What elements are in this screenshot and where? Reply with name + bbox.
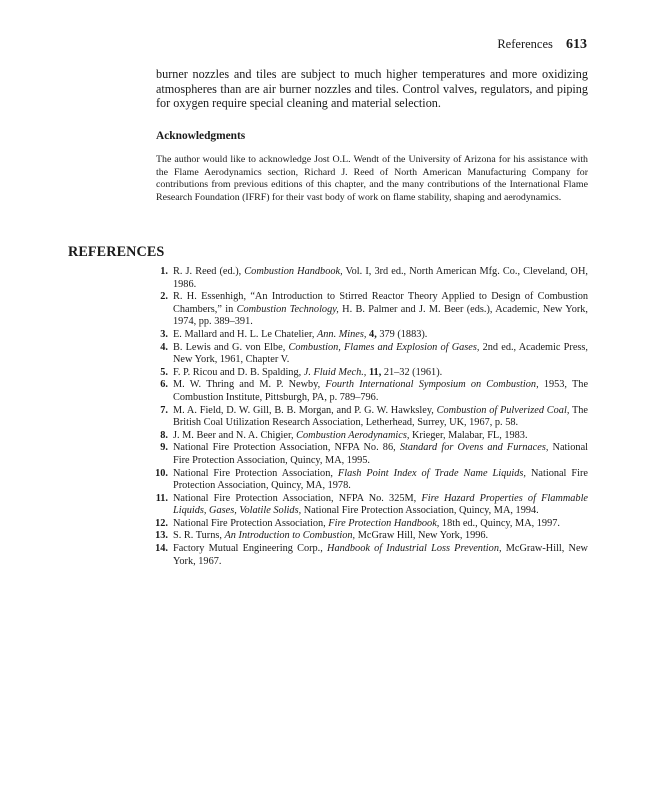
reference-details: McGraw Hill, New York, 1996. <box>355 530 489 542</box>
reference-title: Fire Hazard Properties of Flammable Liquids, Gases, Volatile Solids, <box>173 492 589 517</box>
reference-details: 2nd ed., Academic Press, New York, 1961, Chapter V. <box>173 341 588 366</box>
reference-number: 13. <box>155 530 168 542</box>
reference-title: Fourth International Symposium on Combustion, <box>325 379 539 391</box>
reference-authors: National Fire Protection Association, <box>173 517 329 529</box>
reference-authors: M. W. Thring and M. P. Newby, <box>173 379 326 391</box>
reference-authors: National Fire Protection Association, NFPA No. 86, <box>173 442 400 454</box>
reference-title: Combustion Handbook, <box>244 266 343 277</box>
reference-title: Handbook of Industrial Loss Prevention, <box>327 543 502 555</box>
reference-number: 4. <box>160 341 168 353</box>
reference-authors: E. Mallard and H. L. Le Chatelier, <box>173 328 317 340</box>
reference-title: An Introduction to Combustion, <box>224 530 356 542</box>
reference-item <box>150 543 588 568</box>
reference-authors: B. Lewis and G. von Elbe, <box>173 341 289 353</box>
reference-authors: S. R. Turns, <box>173 530 225 542</box>
reference-authors: R. H. Essenhigh, “An Introduction to Stirred Reactor Theory Applied to Design of Combustion Chambers,” in <box>173 291 588 315</box>
reference-item <box>150 266 588 291</box>
reference-authors: M. A. Field, D. W. Gill, B. B. Morgan, and P. G. W. Hawksley, <box>173 404 437 416</box>
page-number: 613 <box>566 37 587 52</box>
reference-item <box>150 442 588 467</box>
reference-details: H. B. Palmer and J. M. Beer (eds.), Academic, New York, 1974, pp. 389–391. <box>173 303 588 328</box>
reference-item <box>150 530 588 543</box>
reference-details: Krieger, Malabar, FL, 1983. <box>409 429 528 441</box>
reference-details: Vol. I, 3rd ed., North American Mfg. Co., Cleveland, OH, 1986. <box>173 266 588 290</box>
reference-volume: 11, <box>366 366 382 378</box>
reference-title: J. Fluid Mech., <box>303 366 367 378</box>
reference-number: 11. <box>155 492 168 504</box>
reference-authors: J. M. Beer and N. A. Chigier, <box>173 429 297 441</box>
reference-number: 3. <box>160 328 168 340</box>
reference-title: Fire Protection Handbook, <box>328 517 440 529</box>
reference-authors: National Fire Protection Association, NFPA No. 325M, <box>173 492 422 504</box>
running-header <box>497 37 587 53</box>
reference-number: 10. <box>155 467 168 479</box>
reference-details: McGraw-Hill, New York, 1967. <box>173 543 588 567</box>
reference-number: 9. <box>160 442 168 454</box>
reference-number: 7. <box>160 404 168 416</box>
reference-details: The British Coal Utilization Research Association, Letherhead, Surrey, UK, 1967, p. 58. <box>173 404 589 429</box>
reference-number: 8. <box>160 429 168 441</box>
reference-number: 6. <box>160 379 168 391</box>
reference-authors: National Fire Protection Association, <box>173 467 338 479</box>
reference-item <box>150 518 588 531</box>
body-paragraph: burner nozzles and tiles are subject to much higher temperatures and more oxidizing atmospheres than are air burner nozzles and tiles. Control valves, regulators, and piping for oxygen require special cleaning and material selection. <box>156 67 588 110</box>
reference-item <box>150 291 588 329</box>
reference-title: Ann. Mines, <box>316 328 367 340</box>
acknowledgments-heading: Acknowledgments <box>156 130 246 142</box>
reference-item <box>150 405 588 430</box>
reference-list <box>150 266 588 568</box>
reference-details: National Fire Protection Association, Quincy, MA, 1995. <box>173 442 589 466</box>
reference-title: Standard for Ovens and Furnaces, <box>399 442 549 454</box>
reference-details: 18th ed., Quincy, MA, 1997. <box>439 517 560 529</box>
reference-item <box>150 379 588 404</box>
reference-details: 1953, The Combustion Institute, Pittsburgh, PA, p. 789–796. <box>173 379 589 403</box>
reference-number: 12. <box>155 517 168 529</box>
reference-details: National Fire Protection Association, Quincy, MA, 1994. <box>301 505 539 517</box>
reference-item <box>150 493 588 518</box>
running-header-section: References <box>497 37 553 51</box>
acknowledgments-text: The author would like to acknowledge Jost O.L. Wendt of the University of Arizona for his assistance with the Flame Aerodynamics section, Richard J. Reed of North American Manufacturing Company for contributions from previous editions of this chapter, and the many contributions of the International Flame Research Foundation (IFRF) for their vast body of work on flame stability, shaping and aerodynamics. <box>156 154 588 203</box>
reference-item <box>150 329 588 342</box>
reference-number: 14. <box>155 543 168 555</box>
reference-authors: F. P. Ricou and D. B. Spalding, <box>173 366 304 378</box>
reference-item <box>150 367 588 380</box>
reference-item <box>150 468 588 493</box>
reference-title: Flash Point Index of Trade Name Liquids, <box>337 467 526 479</box>
reference-title: Combustion, Flames and Explosion of Gases, <box>288 341 480 353</box>
reference-title: Combustion of Pulverized Coal, <box>436 404 570 416</box>
reference-title: Combustion Aerodynamics, <box>296 429 410 441</box>
reference-number: 2. <box>160 291 168 303</box>
reference-item <box>150 430 588 443</box>
references-heading: REFERENCES <box>68 244 165 260</box>
reference-details: 379 (1883). <box>376 328 428 340</box>
reference-details: 21–32 (1961). <box>381 366 443 378</box>
reference-title: Combustion Technology, <box>236 303 339 315</box>
reference-authors: R. J. Reed (ed.), <box>173 266 245 277</box>
reference-volume: 4, <box>366 328 377 340</box>
reference-number: 5. <box>160 366 168 378</box>
reference-authors: Factory Mutual Engineering Corp., <box>173 543 328 555</box>
reference-details: National Fire Protection Association, Quincy, MA, 1978. <box>173 467 588 492</box>
reference-item <box>150 342 588 367</box>
reference-number: 1. <box>160 266 168 277</box>
